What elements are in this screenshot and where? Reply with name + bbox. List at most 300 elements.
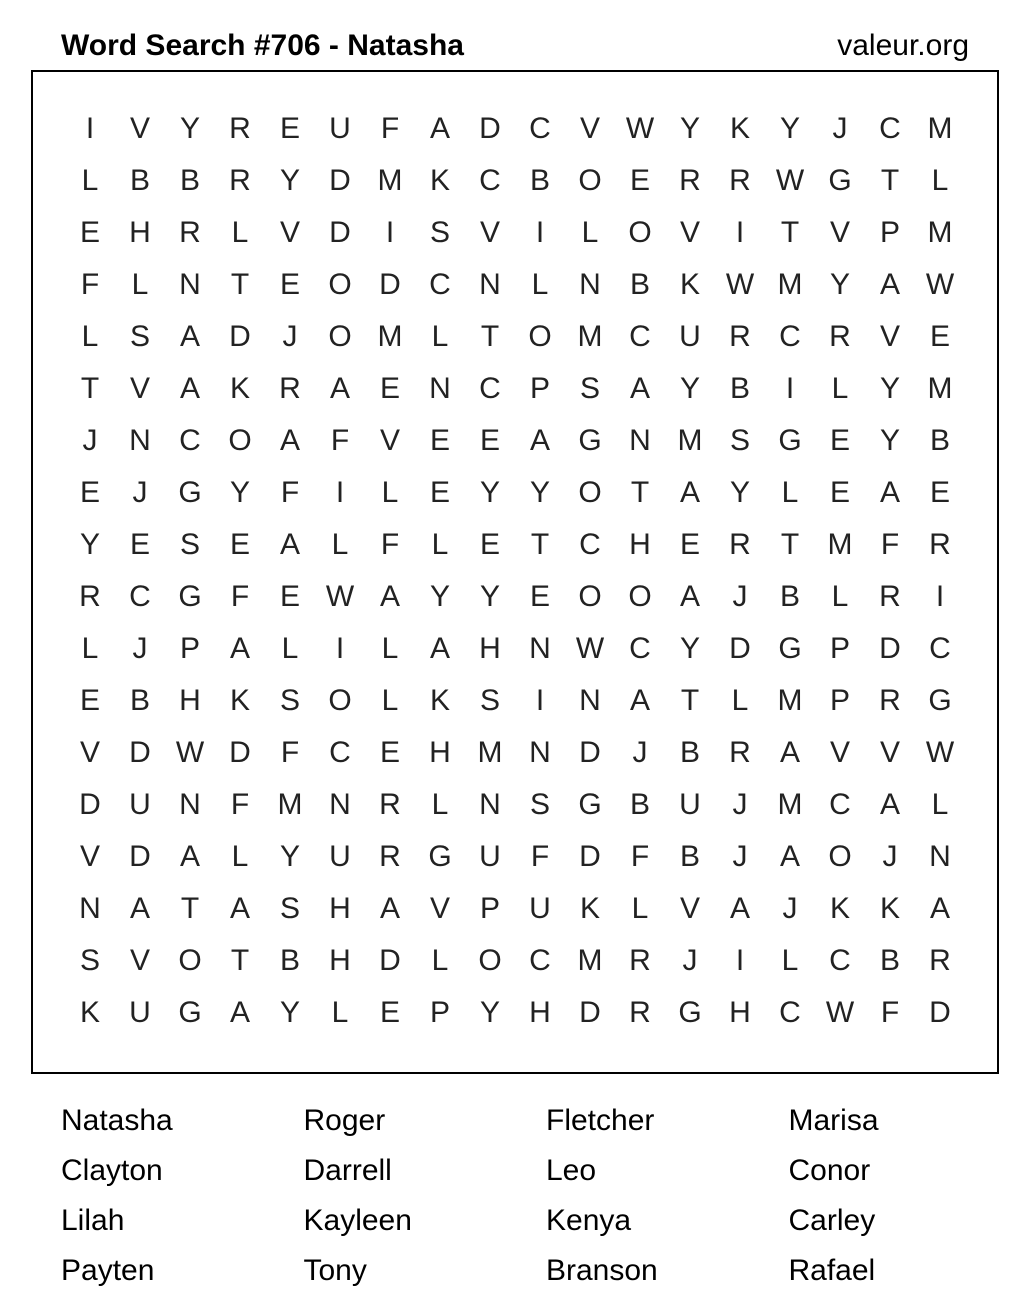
grid-cell[interactable]: J: [732, 840, 748, 873]
grid-cell[interactable]: H: [729, 996, 751, 1029]
grid-cell[interactable]: M: [927, 216, 953, 249]
grid-cell[interactable]: V: [429, 892, 450, 925]
grid-cell[interactable]: I: [935, 580, 945, 613]
grid-cell[interactable]: D: [929, 996, 951, 1029]
grid-cell[interactable]: B: [929, 424, 950, 457]
grid-cell[interactable]: B: [279, 944, 300, 977]
grid-cell[interactable]: Y: [729, 476, 750, 509]
grid-cell[interactable]: Y: [529, 476, 550, 509]
grid-cell[interactable]: K: [729, 112, 750, 145]
grid-cell[interactable]: D: [329, 164, 351, 197]
grid-cell[interactable]: S: [579, 372, 600, 405]
grid-cell[interactable]: H: [479, 632, 501, 665]
grid-cell[interactable]: Y: [279, 996, 300, 1029]
grid-cell[interactable]: T: [780, 528, 800, 561]
grid-cell[interactable]: A: [329, 372, 350, 405]
grid-cell[interactable]: C: [129, 580, 151, 613]
grid-cell[interactable]: E: [629, 164, 650, 197]
grid-cell[interactable]: F: [880, 528, 900, 561]
grid-cell[interactable]: N: [79, 892, 101, 925]
grid-cell[interactable]: V: [479, 216, 500, 249]
grid-cell[interactable]: L: [81, 164, 99, 197]
grid-cell[interactable]: K: [879, 892, 900, 925]
grid-cell[interactable]: C: [829, 788, 851, 821]
grid-cell[interactable]: A: [229, 996, 250, 1029]
grid-cell[interactable]: M: [927, 112, 953, 145]
grid-cell[interactable]: H: [329, 892, 351, 925]
grid-cell[interactable]: A: [879, 788, 900, 821]
grid-cell[interactable]: Y: [79, 528, 100, 561]
grid-cell[interactable]: A: [879, 268, 900, 301]
grid-cell[interactable]: B: [679, 736, 700, 769]
grid-cell[interactable]: E: [479, 528, 500, 561]
grid-cell[interactable]: M: [777, 684, 803, 717]
grid-cell[interactable]: M: [477, 736, 503, 769]
grid-cell[interactable]: K: [679, 268, 700, 301]
grid-cell[interactable]: C: [179, 424, 201, 457]
grid-cell[interactable]: D: [579, 996, 601, 1029]
grid-cell[interactable]: R: [829, 320, 851, 353]
grid-cell[interactable]: I: [335, 632, 345, 665]
grid-cell[interactable]: C: [779, 320, 801, 353]
grid-cell[interactable]: G: [928, 684, 952, 717]
grid-cell[interactable]: M: [577, 944, 603, 977]
grid-cell[interactable]: U: [329, 840, 351, 873]
grid-cell[interactable]: G: [778, 424, 802, 457]
grid-cell[interactable]: F: [380, 112, 400, 145]
grid-cell[interactable]: U: [679, 320, 701, 353]
grid-cell[interactable]: C: [529, 944, 551, 977]
grid-cell[interactable]: V: [879, 736, 900, 769]
grid-cell[interactable]: R: [879, 684, 901, 717]
grid-cell[interactable]: A: [279, 424, 300, 457]
grid-cell[interactable]: S: [729, 424, 750, 457]
grid-cell[interactable]: S: [79, 944, 100, 977]
grid-cell[interactable]: O: [328, 684, 352, 717]
grid-cell[interactable]: T: [180, 892, 200, 925]
grid-cell[interactable]: E: [429, 476, 450, 509]
grid-cell[interactable]: A: [629, 684, 650, 717]
grid-cell[interactable]: L: [581, 216, 599, 249]
grid-cell[interactable]: O: [478, 944, 502, 977]
grid-cell[interactable]: V: [879, 320, 900, 353]
grid-cell[interactable]: A: [179, 840, 200, 873]
grid-cell[interactable]: C: [929, 632, 951, 665]
grid-cell[interactable]: I: [335, 476, 345, 509]
grid-cell[interactable]: I: [785, 372, 795, 405]
grid-cell[interactable]: K: [429, 164, 450, 197]
grid-cell[interactable]: E: [529, 580, 550, 613]
grid-cell[interactable]: E: [379, 372, 400, 405]
grid-cell[interactable]: O: [528, 320, 552, 353]
grid-cell[interactable]: J: [732, 580, 748, 613]
grid-cell[interactable]: T: [480, 320, 500, 353]
grid-cell[interactable]: T: [80, 372, 100, 405]
grid-cell[interactable]: D: [129, 736, 151, 769]
grid-cell[interactable]: B: [179, 164, 200, 197]
grid-cell[interactable]: M: [377, 164, 403, 197]
grid-cell[interactable]: G: [178, 476, 202, 509]
grid-cell[interactable]: O: [628, 580, 652, 613]
grid-cell[interactable]: O: [178, 944, 202, 977]
grid-cell[interactable]: U: [329, 112, 351, 145]
grid-cell[interactable]: Y: [479, 996, 500, 1029]
grid-cell[interactable]: W: [925, 736, 955, 769]
grid-cell[interactable]: F: [380, 528, 400, 561]
grid-cell[interactable]: F: [230, 580, 250, 613]
grid-cell[interactable]: W: [725, 268, 755, 301]
grid-cell[interactable]: T: [780, 216, 800, 249]
grid-cell[interactable]: A: [279, 528, 300, 561]
grid-cell[interactable]: Y: [679, 632, 700, 665]
grid-cell[interactable]: A: [179, 372, 200, 405]
grid-cell[interactable]: J: [682, 944, 698, 977]
grid-cell[interactable]: L: [231, 840, 249, 873]
grid-cell[interactable]: V: [829, 736, 850, 769]
grid-cell[interactable]: L: [731, 684, 749, 717]
grid-cell[interactable]: N: [179, 268, 201, 301]
grid-cell[interactable]: R: [279, 372, 301, 405]
grid-cell[interactable]: V: [79, 840, 100, 873]
grid-cell[interactable]: A: [229, 892, 250, 925]
grid-cell[interactable]: L: [281, 632, 299, 665]
grid-cell[interactable]: N: [579, 268, 601, 301]
grid-cell[interactable]: L: [331, 996, 349, 1029]
grid-cell[interactable]: D: [479, 112, 501, 145]
grid-cell[interactable]: O: [578, 580, 602, 613]
grid-cell[interactable]: K: [579, 892, 600, 925]
grid-cell[interactable]: P: [429, 996, 450, 1029]
grid-cell[interactable]: A: [179, 320, 200, 353]
grid-cell[interactable]: I: [735, 944, 745, 977]
grid-cell[interactable]: O: [628, 216, 652, 249]
grid-cell[interactable]: R: [729, 528, 751, 561]
grid-cell[interactable]: U: [479, 840, 501, 873]
grid-cell[interactable]: R: [229, 112, 251, 145]
grid-cell[interactable]: A: [229, 632, 250, 665]
grid-cell[interactable]: A: [429, 112, 450, 145]
grid-cell[interactable]: U: [529, 892, 551, 925]
grid-cell[interactable]: F: [880, 996, 900, 1029]
grid-cell[interactable]: B: [529, 164, 550, 197]
grid-cell[interactable]: A: [779, 736, 800, 769]
grid-cell[interactable]: H: [629, 528, 651, 561]
grid-cell[interactable]: E: [279, 268, 300, 301]
grid-cell[interactable]: E: [279, 112, 300, 145]
grid-cell[interactable]: C: [479, 372, 501, 405]
grid-cell[interactable]: W: [575, 632, 605, 665]
grid-cell[interactable]: D: [379, 268, 401, 301]
grid-cell[interactable]: H: [129, 216, 151, 249]
grid-cell[interactable]: I: [385, 216, 395, 249]
grid-cell[interactable]: E: [679, 528, 700, 561]
grid-cell[interactable]: W: [925, 268, 955, 301]
grid-cell[interactable]: F: [330, 424, 350, 457]
grid-cell[interactable]: D: [129, 840, 151, 873]
grid-cell[interactable]: L: [931, 164, 949, 197]
grid-cell[interactable]: V: [279, 216, 300, 249]
grid-cell[interactable]: I: [735, 216, 745, 249]
grid-cell[interactable]: Y: [179, 112, 200, 145]
grid-cell[interactable]: Y: [679, 372, 700, 405]
grid-cell[interactable]: F: [530, 840, 550, 873]
grid-cell[interactable]: O: [578, 164, 602, 197]
grid-cell[interactable]: R: [929, 944, 951, 977]
grid-cell[interactable]: R: [629, 944, 651, 977]
grid-cell[interactable]: R: [729, 736, 751, 769]
grid-cell[interactable]: L: [81, 320, 99, 353]
grid-cell[interactable]: M: [577, 320, 603, 353]
grid-cell[interactable]: A: [779, 840, 800, 873]
grid-cell[interactable]: L: [431, 788, 449, 821]
grid-cell[interactable]: Y: [279, 840, 300, 873]
grid-cell[interactable]: M: [677, 424, 703, 457]
grid-cell[interactable]: J: [82, 424, 98, 457]
grid-cell[interactable]: J: [282, 320, 298, 353]
grid-cell[interactable]: E: [279, 580, 300, 613]
grid-cell[interactable]: J: [832, 112, 848, 145]
grid-cell[interactable]: I: [535, 216, 545, 249]
grid-cell[interactable]: E: [129, 528, 150, 561]
grid-cell[interactable]: R: [729, 164, 751, 197]
grid-cell[interactable]: L: [231, 216, 249, 249]
grid-cell[interactable]: T: [230, 944, 250, 977]
grid-cell[interactable]: G: [678, 996, 702, 1029]
grid-cell[interactable]: M: [827, 528, 853, 561]
grid-cell[interactable]: W: [625, 112, 655, 145]
grid-cell[interactable]: L: [381, 684, 399, 717]
grid-cell[interactable]: E: [79, 684, 100, 717]
grid-cell[interactable]: D: [579, 736, 601, 769]
grid-cell[interactable]: N: [579, 684, 601, 717]
grid-cell[interactable]: E: [379, 736, 400, 769]
grid-cell[interactable]: B: [779, 580, 800, 613]
grid-cell[interactable]: A: [629, 372, 650, 405]
grid-cell[interactable]: R: [229, 164, 251, 197]
grid-cell[interactable]: A: [129, 892, 150, 925]
grid-cell[interactable]: V: [129, 372, 150, 405]
grid-cell[interactable]: H: [179, 684, 201, 717]
grid-cell[interactable]: D: [79, 788, 101, 821]
grid-cell[interactable]: G: [578, 424, 602, 457]
grid-cell[interactable]: O: [828, 840, 852, 873]
grid-cell[interactable]: T: [230, 268, 250, 301]
grid-cell[interactable]: M: [777, 788, 803, 821]
grid-cell[interactable]: C: [529, 112, 551, 145]
grid-cell[interactable]: S: [129, 320, 150, 353]
grid-cell[interactable]: L: [381, 476, 399, 509]
grid-cell[interactable]: V: [579, 112, 600, 145]
grid-cell[interactable]: C: [879, 112, 901, 145]
grid-cell[interactable]: O: [228, 424, 252, 457]
grid-cell[interactable]: O: [328, 268, 352, 301]
grid-cell[interactable]: L: [431, 320, 449, 353]
grid-cell[interactable]: E: [929, 320, 950, 353]
grid-cell[interactable]: V: [379, 424, 400, 457]
grid-cell[interactable]: A: [729, 892, 750, 925]
grid-cell[interactable]: N: [429, 372, 451, 405]
grid-cell[interactable]: L: [531, 268, 549, 301]
grid-cell[interactable]: G: [578, 788, 602, 821]
grid-cell[interactable]: M: [377, 320, 403, 353]
grid-cell[interactable]: J: [132, 476, 148, 509]
grid-cell[interactable]: B: [879, 944, 900, 977]
grid-cell[interactable]: G: [828, 164, 852, 197]
grid-cell[interactable]: K: [429, 684, 450, 717]
grid-cell[interactable]: T: [630, 476, 650, 509]
grid-cell[interactable]: B: [629, 788, 650, 821]
grid-cell[interactable]: P: [829, 632, 850, 665]
grid-cell[interactable]: K: [229, 372, 250, 405]
grid-cell[interactable]: Y: [879, 372, 900, 405]
grid-cell[interactable]: B: [679, 840, 700, 873]
grid-cell[interactable]: I: [85, 112, 95, 145]
grid-cell[interactable]: Y: [879, 424, 900, 457]
grid-cell[interactable]: V: [129, 944, 150, 977]
grid-cell[interactable]: N: [129, 424, 151, 457]
grid-cell[interactable]: K: [229, 684, 250, 717]
grid-cell[interactable]: S: [529, 788, 550, 821]
grid-cell[interactable]: W: [175, 736, 205, 769]
grid-cell[interactable]: J: [782, 892, 798, 925]
grid-cell[interactable]: P: [879, 216, 900, 249]
grid-cell[interactable]: D: [579, 840, 601, 873]
grid-cell[interactable]: P: [179, 632, 200, 665]
grid-cell[interactable]: N: [329, 788, 351, 821]
grid-cell[interactable]: A: [679, 580, 700, 613]
grid-cell[interactable]: L: [431, 528, 449, 561]
grid-cell[interactable]: L: [931, 788, 949, 821]
grid-cell[interactable]: Y: [479, 476, 500, 509]
grid-cell[interactable]: H: [329, 944, 351, 977]
grid-cell[interactable]: B: [729, 372, 750, 405]
grid-cell[interactable]: P: [529, 372, 550, 405]
grid-cell[interactable]: T: [680, 684, 700, 717]
grid-cell[interactable]: S: [279, 684, 300, 717]
grid-cell[interactable]: S: [179, 528, 200, 561]
grid-cell[interactable]: A: [429, 632, 450, 665]
grid-cell[interactable]: N: [479, 268, 501, 301]
grid-cell[interactable]: W: [775, 164, 805, 197]
grid-cell[interactable]: L: [831, 580, 849, 613]
grid-cell[interactable]: M: [277, 788, 303, 821]
grid-cell[interactable]: G: [428, 840, 452, 873]
grid-cell[interactable]: C: [579, 528, 601, 561]
grid-cell[interactable]: F: [630, 840, 650, 873]
grid-cell[interactable]: D: [729, 632, 751, 665]
grid-cell[interactable]: C: [429, 268, 451, 301]
grid-cell[interactable]: A: [379, 580, 400, 613]
grid-cell[interactable]: P: [479, 892, 500, 925]
grid-cell[interactable]: V: [129, 112, 150, 145]
grid-cell[interactable]: C: [329, 736, 351, 769]
grid-cell[interactable]: L: [631, 892, 649, 925]
grid-cell[interactable]: M: [777, 268, 803, 301]
grid-cell[interactable]: S: [429, 216, 450, 249]
grid-cell[interactable]: Y: [479, 580, 500, 613]
grid-cell[interactable]: G: [178, 580, 202, 613]
grid-cell[interactable]: A: [379, 892, 400, 925]
grid-cell[interactable]: H: [429, 736, 451, 769]
grid-cell[interactable]: J: [132, 632, 148, 665]
grid-cell[interactable]: R: [929, 528, 951, 561]
grid-cell[interactable]: K: [829, 892, 850, 925]
grid-cell[interactable]: L: [331, 528, 349, 561]
grid-cell[interactable]: Y: [279, 164, 300, 197]
grid-cell[interactable]: M: [927, 372, 953, 405]
grid-cell[interactable]: F: [80, 268, 100, 301]
grid-cell[interactable]: E: [929, 476, 950, 509]
grid-cell[interactable]: J: [632, 736, 648, 769]
grid-cell[interactable]: R: [379, 840, 401, 873]
grid-cell[interactable]: W: [825, 996, 855, 1029]
grid-cell[interactable]: F: [280, 476, 300, 509]
grid-cell[interactable]: C: [779, 996, 801, 1029]
grid-cell[interactable]: U: [129, 788, 151, 821]
grid-cell[interactable]: F: [230, 788, 250, 821]
grid-cell[interactable]: C: [829, 944, 851, 977]
grid-cell[interactable]: R: [79, 580, 101, 613]
grid-cell[interactable]: V: [679, 216, 700, 249]
grid-cell[interactable]: E: [479, 424, 500, 457]
grid-cell[interactable]: H: [529, 996, 551, 1029]
grid-cell[interactable]: D: [329, 216, 351, 249]
grid-cell[interactable]: A: [529, 424, 550, 457]
grid-cell[interactable]: Y: [779, 112, 800, 145]
grid-cell[interactable]: I: [535, 684, 545, 717]
grid-cell[interactable]: D: [229, 736, 251, 769]
grid-cell[interactable]: U: [129, 996, 151, 1029]
grid-cell[interactable]: D: [229, 320, 251, 353]
grid-cell[interactable]: B: [129, 164, 150, 197]
grid-cell[interactable]: R: [179, 216, 201, 249]
grid-cell[interactable]: C: [629, 632, 651, 665]
grid-cell[interactable]: N: [929, 840, 951, 873]
grid-cell[interactable]: N: [529, 736, 551, 769]
grid-cell[interactable]: Y: [229, 476, 250, 509]
grid-cell[interactable]: L: [781, 944, 799, 977]
grid-cell[interactable]: C: [479, 164, 501, 197]
grid-cell[interactable]: E: [379, 996, 400, 1029]
grid-cell[interactable]: L: [381, 632, 399, 665]
grid-cell[interactable]: Y: [829, 268, 850, 301]
grid-cell[interactable]: V: [79, 736, 100, 769]
grid-cell[interactable]: V: [679, 892, 700, 925]
grid-cell[interactable]: R: [629, 996, 651, 1029]
grid-cell[interactable]: W: [325, 580, 355, 613]
grid-cell[interactable]: F: [280, 736, 300, 769]
grid-cell[interactable]: K: [79, 996, 100, 1029]
grid-cell[interactable]: E: [79, 476, 100, 509]
grid-cell[interactable]: P: [829, 684, 850, 717]
grid-cell[interactable]: N: [179, 788, 201, 821]
grid-cell[interactable]: E: [429, 424, 450, 457]
grid-cell[interactable]: B: [129, 684, 150, 717]
grid-cell[interactable]: U: [679, 788, 701, 821]
grid-cell[interactable]: J: [732, 788, 748, 821]
grid-cell[interactable]: T: [880, 164, 900, 197]
grid-cell[interactable]: C: [629, 320, 651, 353]
grid-cell[interactable]: N: [529, 632, 551, 665]
grid-cell[interactable]: V: [829, 216, 850, 249]
grid-cell[interactable]: L: [781, 476, 799, 509]
grid-cell[interactable]: A: [679, 476, 700, 509]
grid-cell[interactable]: D: [379, 944, 401, 977]
grid-cell[interactable]: A: [929, 892, 950, 925]
grid-cell[interactable]: A: [879, 476, 900, 509]
grid-cell[interactable]: D: [879, 632, 901, 665]
grid-cell[interactable]: N: [629, 424, 651, 457]
